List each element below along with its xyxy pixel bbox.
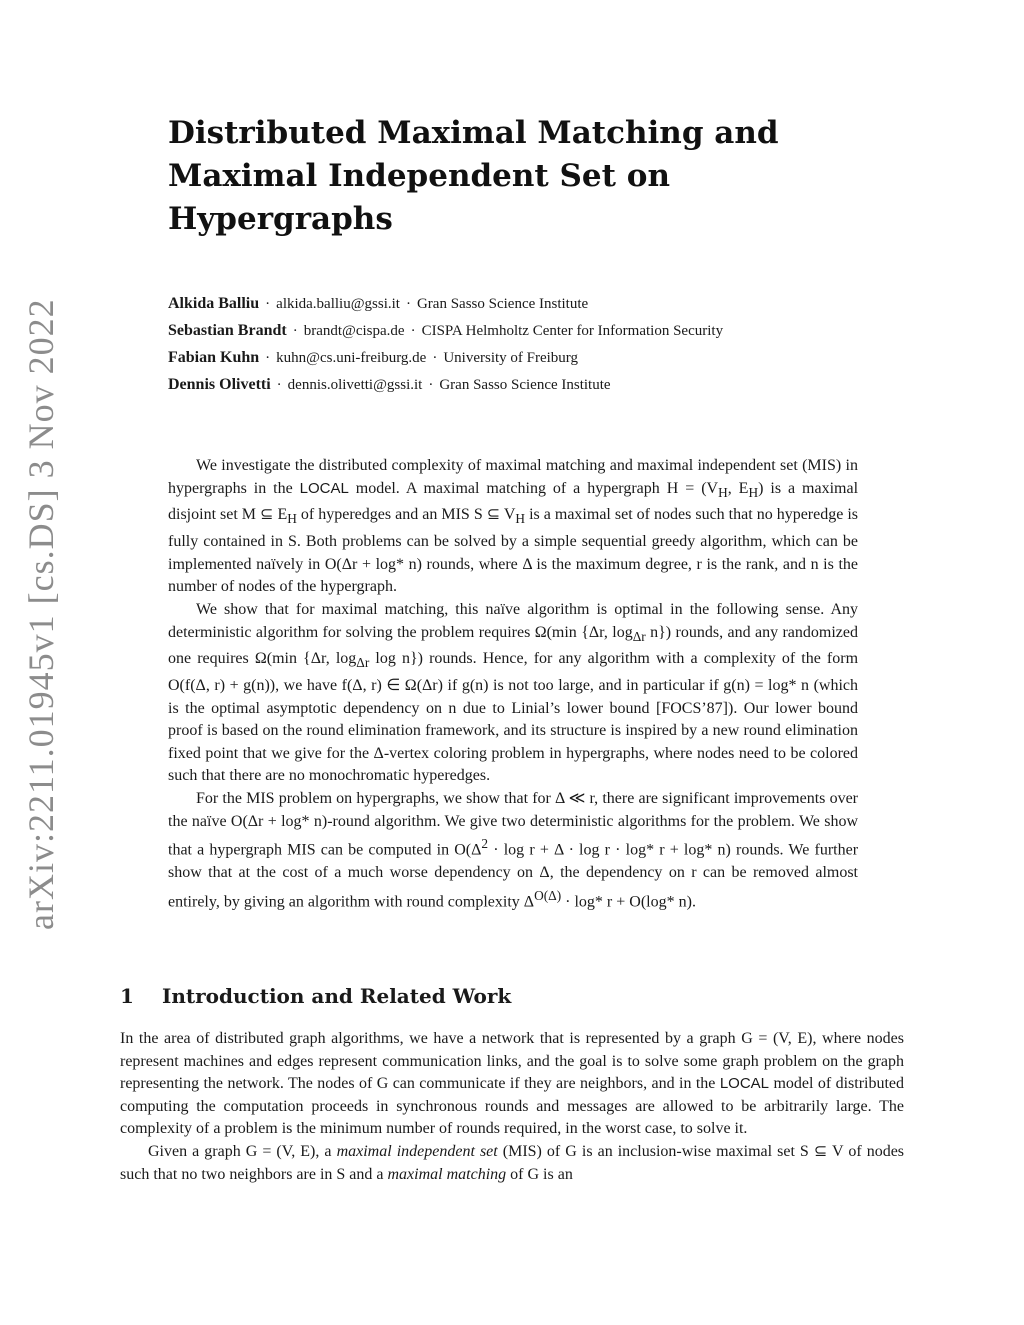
superscript: 2 xyxy=(481,836,489,852)
text-span: (MIS) of G is an inclusion-wise maximal set S ⊆ V of nodes such that no two neighbors are in S and a xyxy=(120,1142,905,1183)
section-title: Introduction and Related Work xyxy=(162,984,512,1008)
author-affiliation: CISPA Helmholtz Center for Information Security xyxy=(421,323,724,339)
separator: · xyxy=(410,323,416,339)
separator: · xyxy=(428,377,434,393)
text-span: is a maximal set of nodes such that no hyperedge is fully contained in S. Both problems can be solved by a simple sequential greedy algorithm, which can be implemented naïvely in O(Δr + log* n) rounds, where Δ is the maximum degree, r is the rank, and n is the number of nodes of the hypergraph. xyxy=(168,506,859,596)
author-list xyxy=(168,290,908,398)
section-number: 1 xyxy=(120,984,134,1008)
separator: · xyxy=(292,323,298,339)
subscript: H xyxy=(718,484,728,500)
text-span: Given a graph G = (V, E), a xyxy=(148,1142,332,1160)
local-model-name: LOCAL xyxy=(299,479,349,497)
author-email[interactable]: kuhn@cs.uni-freiburg.de xyxy=(276,350,427,366)
text-span: ) is a maximal disjoint set M ⊆ E xyxy=(168,479,859,524)
text-span: n}) rounds, and any randomized one requires Ω(min {Δr, log xyxy=(168,623,859,668)
abstract xyxy=(168,455,858,914)
subscript: H xyxy=(748,484,759,500)
author-affiliation: Gran Sasso Science Institute xyxy=(439,377,611,393)
separator: · xyxy=(276,377,282,393)
author-entry xyxy=(168,317,908,344)
subscript: Δr xyxy=(632,628,646,644)
arxiv-identifier[interactable]: arXiv:2211.01945v1 [cs.DS] 3 Nov 2022 xyxy=(21,298,61,930)
text-span: of hyperedges and an MIS S ⊆ V xyxy=(300,506,516,524)
separator: · xyxy=(405,296,411,312)
author-affiliation: Gran Sasso Science Institute xyxy=(416,296,589,312)
paper-title: Distributed Maximal Matching and Maximal Independent Set on Hypergraphs xyxy=(168,115,779,237)
author-entry xyxy=(168,344,908,371)
author-entry xyxy=(168,371,908,398)
subscript: H xyxy=(515,511,526,527)
text-span: model. A maximal matching of a hypergraph H = (V xyxy=(355,479,719,497)
emphasis-term: maximal independent set xyxy=(336,1142,498,1160)
author-affiliation: University of Freiburg xyxy=(443,350,579,366)
introduction-body xyxy=(120,1028,904,1186)
body-paragraph xyxy=(120,1141,904,1186)
emphasis-term: maximal matching xyxy=(387,1165,507,1183)
text-span: , E xyxy=(727,479,749,497)
text-span: In the area of distributed graph algorithms, we have a network that is represented by a graph G = (V, E), where nodes represent machines and edges represent communication links, and the goal is to solve some graph problem on the graph representing the network. The nodes of G can communicate if they are neighbors, and in the xyxy=(120,1030,904,1093)
abstract-paragraph xyxy=(168,455,858,599)
local-model-name: LOCAL xyxy=(719,1075,770,1093)
author-email[interactable]: brandt@cispa.de xyxy=(303,323,405,339)
text-span: of G is an xyxy=(510,1165,573,1183)
author-email[interactable]: dennis.olivetti@gssi.it xyxy=(287,377,423,393)
author-name: Dennis Olivetti xyxy=(168,376,271,393)
author-name: Fabian Kuhn xyxy=(168,349,260,366)
text-span: We show that for maximal matching, this naïve algorithm is optimal in the following sense. Any deterministic algorithm for solving the problem requires Ω(min {Δr, log xyxy=(168,600,858,641)
abstract-paragraph xyxy=(168,599,858,788)
separator: · xyxy=(432,350,438,366)
separator: · xyxy=(265,350,271,366)
separator: · xyxy=(265,296,271,312)
subscript: Δr xyxy=(356,655,370,671)
subscript: H xyxy=(287,511,297,527)
abstract-paragraph xyxy=(168,788,858,914)
text-span: · log* r + O(log* n). xyxy=(565,893,696,911)
text-span: log n}) rounds. Hence, for any algorithm with a complexity of the form O(f(Δ, r) + g(n)), we have f(Δ, r) ∈ Ω(Δr) if g(n) is not too large, and in particular if g(n) = log* n (which is the optimal asymptotic dependency on n due to Linial’s lower bound [FOCS’87]). Our lower bound proof is based on the round elimination framework, and its structure is inspired by a new round elimination fixed point that we give for the Δ-vertex coloring problem in hypergraphs, where nodes need to be colored such that there are no monochromatic hyperedges. xyxy=(168,650,859,785)
superscript: O(Δ) xyxy=(534,887,562,903)
section-heading xyxy=(120,984,511,1008)
author-name: Alkida Balliu xyxy=(168,295,260,312)
author-entry xyxy=(168,290,908,317)
body-paragraph xyxy=(120,1028,904,1141)
text-span: model of distributed computing the computation proceeds in synchronous rounds and messages are allowed to be arbitrarily large. The complexity of a problem is the minimum number of rounds required, in the worst case, to solve it. xyxy=(120,1075,905,1138)
author-name: Sebastian Brandt xyxy=(168,322,287,339)
text-span: · log r + Δ · log r · log* r + log* n) rounds. We further show that at the cost of a much worse dependency on Δ, the dependency on r can be removed almost entirely, by giving an algorithm with round complexity Δ xyxy=(168,841,859,911)
text-span: We investigate the distributed complexity of maximal matching and maximal independent set (MIS) in hypergraphs in the xyxy=(168,457,858,497)
text-span: For the MIS problem on hypergraphs, we show that for Δ ≪ r, there are significant improvements over the naïve O(Δr + log* n)-round algorithm. We give two deterministic algorithms for the problem. We show that a hypergraph MIS can be computed in O(Δ xyxy=(168,790,858,859)
author-email[interactable]: alkida.balliu@gssi.it xyxy=(276,296,400,312)
